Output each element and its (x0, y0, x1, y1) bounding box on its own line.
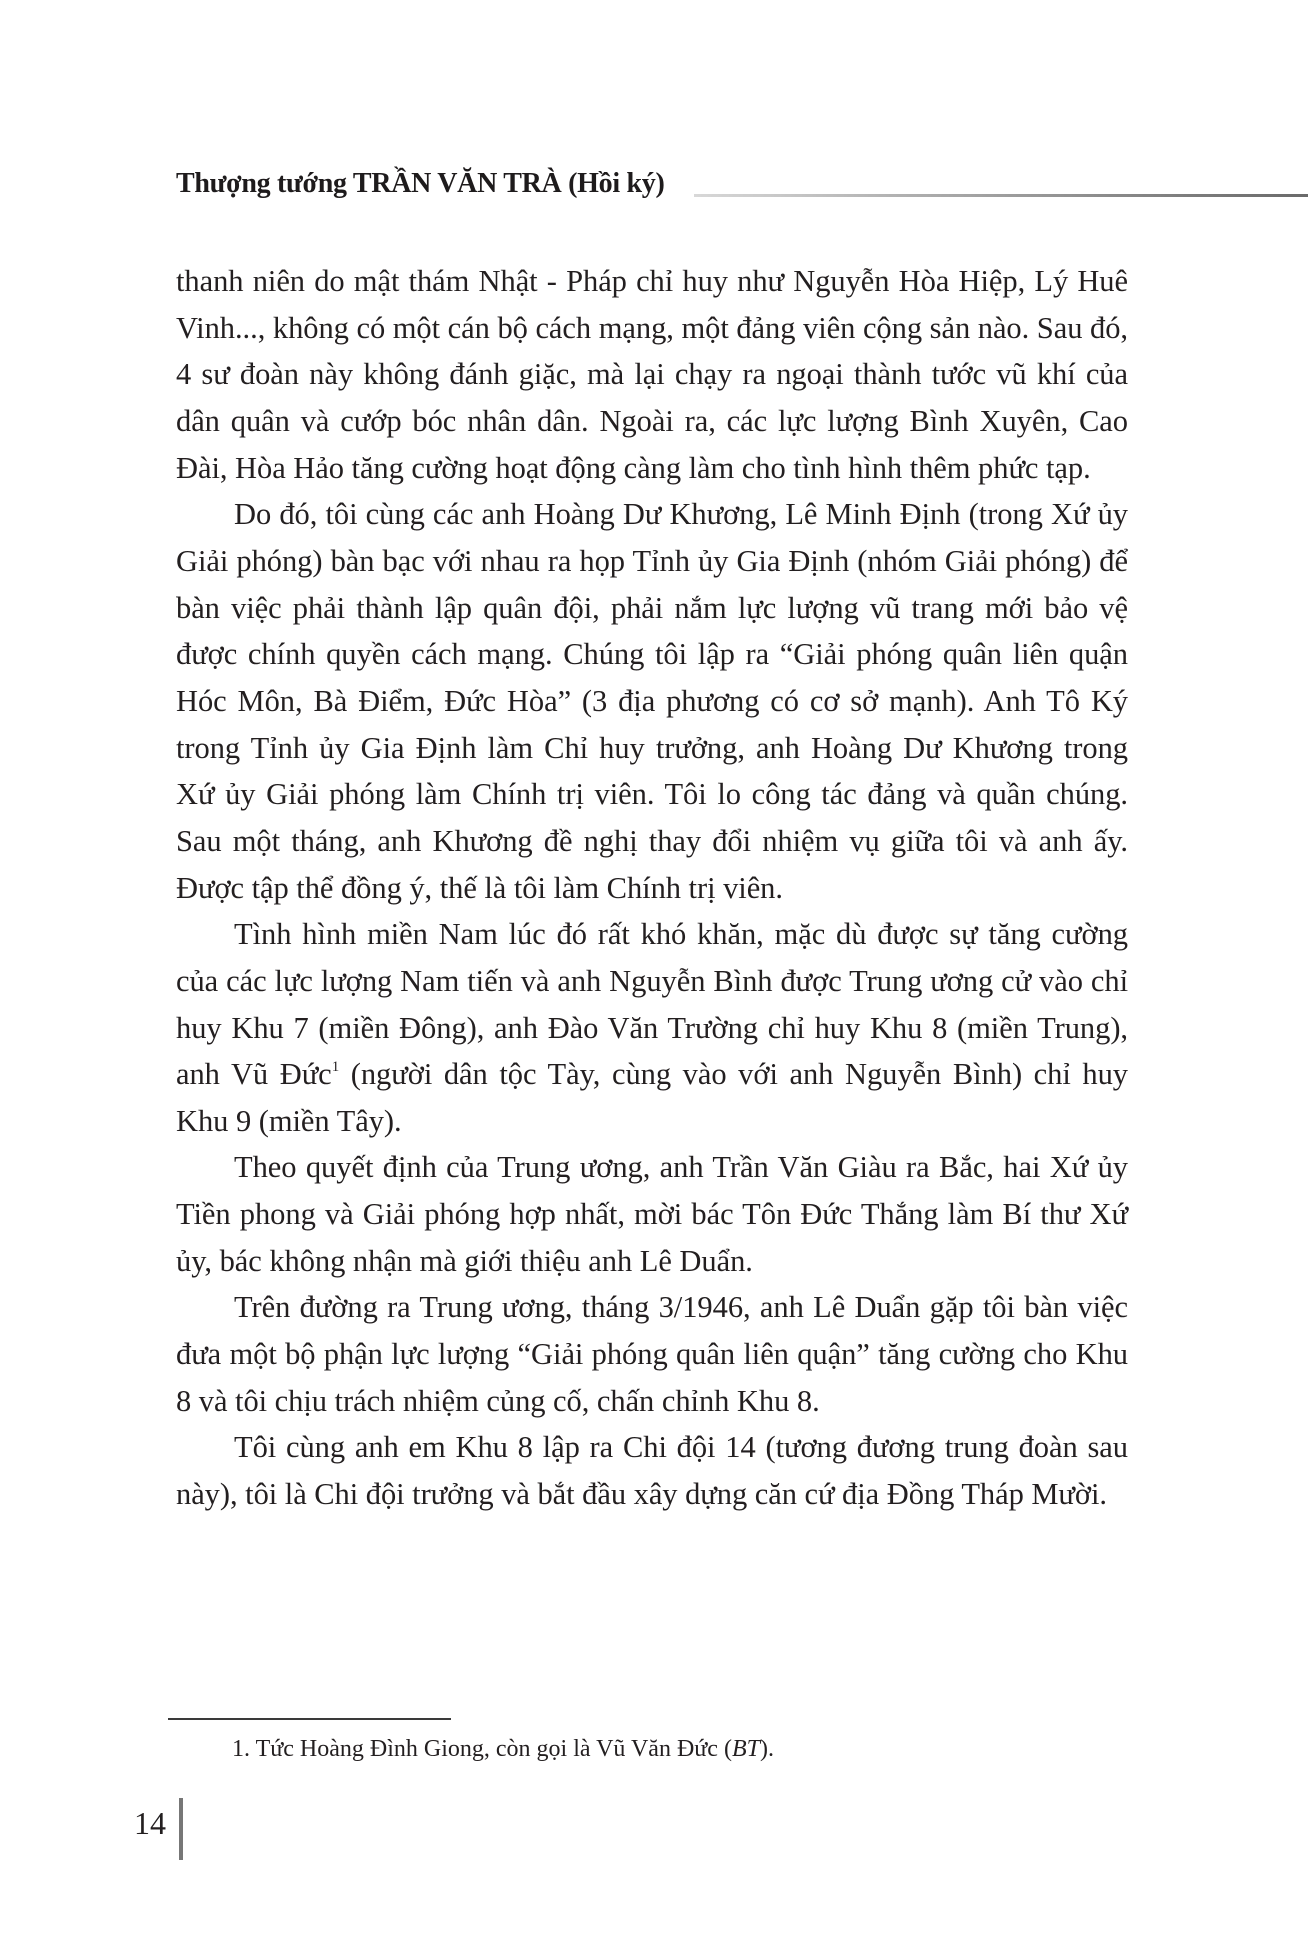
paragraph-3 (176, 911, 1128, 1144)
paragraph-2: Do đó, tôi cùng các anh Hoàng Dư Khương, Lê Minh Định (trong Xứ ủy Giải phóng) bàn bạc với nhau ra họp Tỉnh ủy Gia Định (nhóm Giải phóng) để bàn việc phải thành lập quân đội, phải nắm lực lượng vũ trang mới bảo vệ được chính quyền cách mạng. Chúng tôi lập ra “Giải phóng quân liên quận Hóc Môn, Bà Điểm, Đức Hòa” (3 địa phương có cơ sở mạnh). Anh Tô Ký trong Tỉnh ủy Gia Định làm Chỉ huy trưởng, anh Hoàng Dư Khương trong Xứ ủy Giải phóng làm Chính trị viên. Tôi lo công tác đảng và quần chúng. Sau một tháng, anh Khương đề nghị thay đổi nhiệm vụ giữa tôi và anh ấy. Được tập thể đồng ý, thế là tôi làm Chính trị viên. (176, 497, 1128, 905)
footnote-closing: ). (759, 1736, 774, 1762)
header-rule (694, 194, 1308, 197)
book-subtitle: (Hồi ký) (568, 168, 665, 199)
book-title: Thượng tướng TRẦN VĂN TRÀ (176, 168, 562, 199)
paragraph-6: Tôi cùng anh em Khu 8 lập ra Chi đội 14 (tương đương trung đoàn sau này), tôi là Chi đội trưởng và bắt đầu xây dựng căn cứ địa Đồng Tháp Mười. (176, 1430, 1128, 1512)
footnote-reference[interactable]: 1 (331, 1059, 340, 1076)
footnote-text: 1. Tức Hoàng Đình Giong, còn gọi là Vũ Văn Đức ( (232, 1736, 732, 1762)
paragraph-3-text-before-ref: Tình hình miền Nam lúc đó rất khó khăn, mặc dù được sự tăng cường của các lực lượng Nam tiến và anh Nguyễn Bình được Trung ương cử vào chỉ huy Khu 7 (miền Đông), anh Đào Văn Trường chỉ huy Khu 8 (miền Trung), anh Vũ Đức (176, 917, 1128, 1092)
page-number: 14 (134, 1805, 166, 1841)
page-number-bar (179, 1798, 183, 1860)
paragraph-5: Trên đường ra Trung ương, tháng 3/1946, anh Lê Duẩn gặp tôi bàn việc đưa một bộ phận lực lượng “Giải phóng quân liên quận” tăng cường cho Khu 8 và tôi chịu trách nhiệm củng cố, chấn chỉnh Khu 8. (176, 1290, 1128, 1418)
running-head (176, 166, 665, 202)
footnote-1 (232, 1733, 774, 1765)
paragraph-1: thanh niên do mật thám Nhật - Pháp chỉ huy như Nguyễn Hòa Hiệp, Lý Huê Vinh..., không có một cán bộ cách mạng, một đảng viên cộng sản nào. Sau đó, 4 sư đoàn này không đánh giặc, mà lại chạy ra ngoại thành tước vũ khí của dân quân và cướp bóc nhân dân. Ngoài ra, các lực lượng Bình Xuyên, Cao Đài, Hòa Hảo tăng cường hoạt động càng làm cho tình hình thêm phức tạp. (176, 264, 1128, 485)
footnote-rule (168, 1718, 451, 1720)
body-text (176, 258, 1128, 1518)
paragraph-4: Theo quyết định của Trung ương, anh Trần Văn Giàu ra Bắc, hai Xứ ủy Tiền phong và Giải phóng hợp nhất, mời bác Tôn Đức Thắng làm Bí thư Xứ ủy, bác không nhận mà giới thiệu anh Lê Duẩn. (176, 1150, 1128, 1278)
paragraph-3-text-after-ref: (người dân tộc Tày, cùng vào với anh Nguyễn Bình) chỉ huy Khu 9 (miền Tây). (176, 1057, 1129, 1138)
footnote-italic: BT (731, 1736, 760, 1762)
